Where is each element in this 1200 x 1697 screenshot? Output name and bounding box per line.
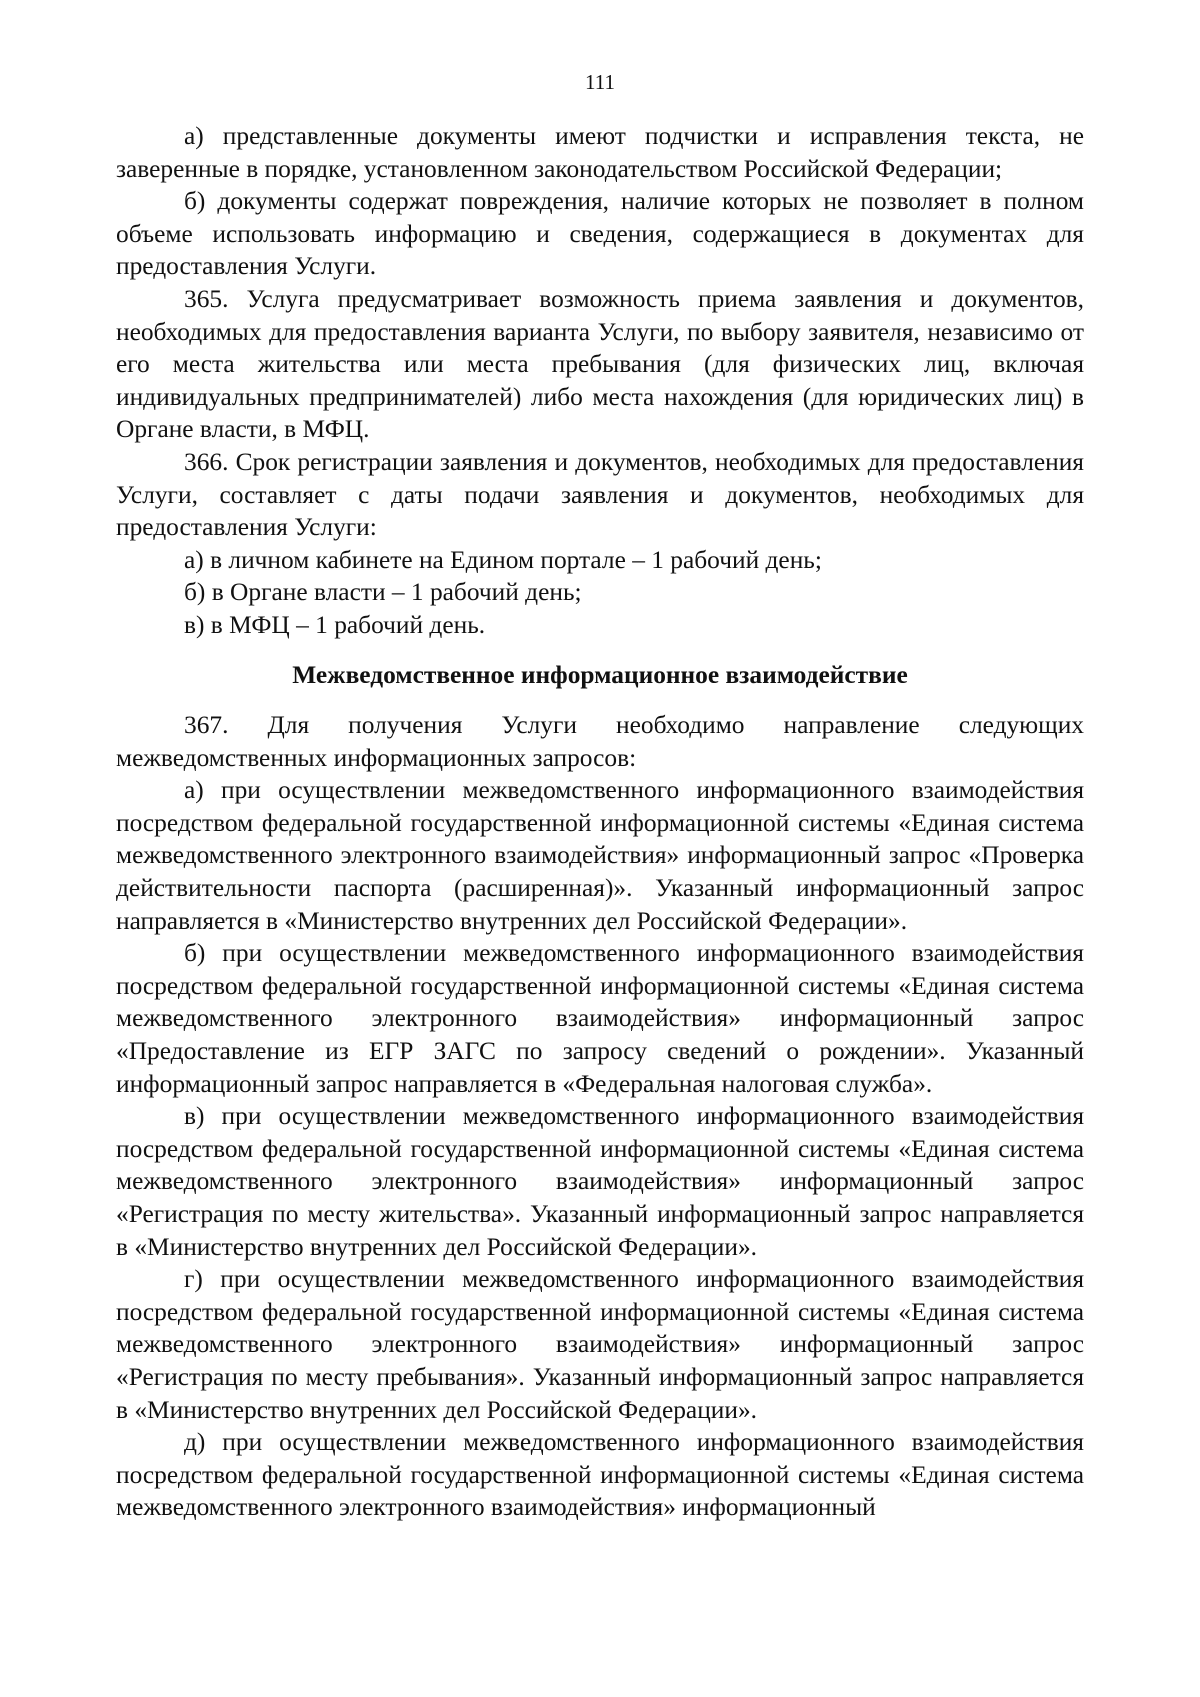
paragraph-a-corrections: а) представленные документы имеют подчистки и исправления текста, не заверенные в порядке, установленном законодательством Российской Федерации; [116,122,1084,183]
list-item-authority: б) в Органе власти – 1 рабочий день; [184,578,582,607]
paragraph-367-g: г) при осуществлении межведомственного информационного взаимодействия посредством федеральной государственной информационной системы «Единая система межведомственного электронного взаимодействия» информационный запрос «Регистрация по месту пребывания». Указанный информационный запрос направляется в «Министерство внутренних дел Российской Федерации». [116,1265,1084,1424]
paragraph-367-a: а) при осуществлении межведомственного информационного взаимодействия посредством федеральной государственной информационной системы «Единая система межведомственного электронного взаимодействия» информационный запрос «Проверка действительности паспорта (расширенная)». Указанный информационный запрос направляется в «Министерство внутренних дел Российской Федерации». [116,776,1084,935]
paragraph-367-b: б) при осуществлении межведомственного информационного взаимодействия посредством федеральной государственной информационной системы «Единая система межведомственного электронного взаимодействия» информационный запрос «Предоставление из ЕГР ЗАГС по запросу сведений о рождении». Указанный информационный запрос направляется в «Федеральная налоговая служба». [116,939,1084,1098]
document-body [116,120,1084,1524]
paragraph-367-d: д) при осуществлении межведомственного информационного взаимодействия посредством федеральной государственной информационной системы «Единая система межведомственного электронного взаимодействия» информационный [116,1428,1084,1522]
list-item-portal: а) в личном кабинете на Едином портале – 1 рабочий день; [184,545,822,574]
paragraph-367-v: в) при осуществлении межведомственного информационного взаимодействия посредством федеральной государственной информационной системы «Единая система межведомственного электронного взаимодействия» информационный запрос «Регистрация по месту жительства». Указанный информационный запрос направляется в «Министерство внутренних дел Российской Федерации». [116,1102,1084,1261]
paragraph-b-damage: б) документы содержат повреждения, наличие которых не позволяет в полном объеме использовать информацию и сведения, содержащиеся в документах для предоставления Услуги. [116,187,1084,281]
paragraph-367: 367. Для получения Услуги необходимо направление следующих межведомственных информационных запросов: [116,711,1084,772]
page-number: 111 [585,70,615,94]
paragraph-366: 366. Срок регистрации заявления и документов, необходимых для предоставления Услуги, составляет с даты подачи заявления и документов, необходимых для предоставления Услуги: [116,447,1084,542]
list-item-mfc: в) в МФЦ – 1 рабочий день. [184,610,486,639]
paragraph-365: 365. Услуга предусматривает возможность приема заявления и документов, необходимых для предоставления варианта Услуги, по выбору заявителя, независимо от его места жительства или места пребывания (для физических лиц, включая индивидуальных предпринимателей) либо места нахождения (для юридических лиц) в Органе власти, в МФЦ. [116,284,1084,444]
section-heading: Межведомственное информационное взаимодействие [292,660,908,689]
